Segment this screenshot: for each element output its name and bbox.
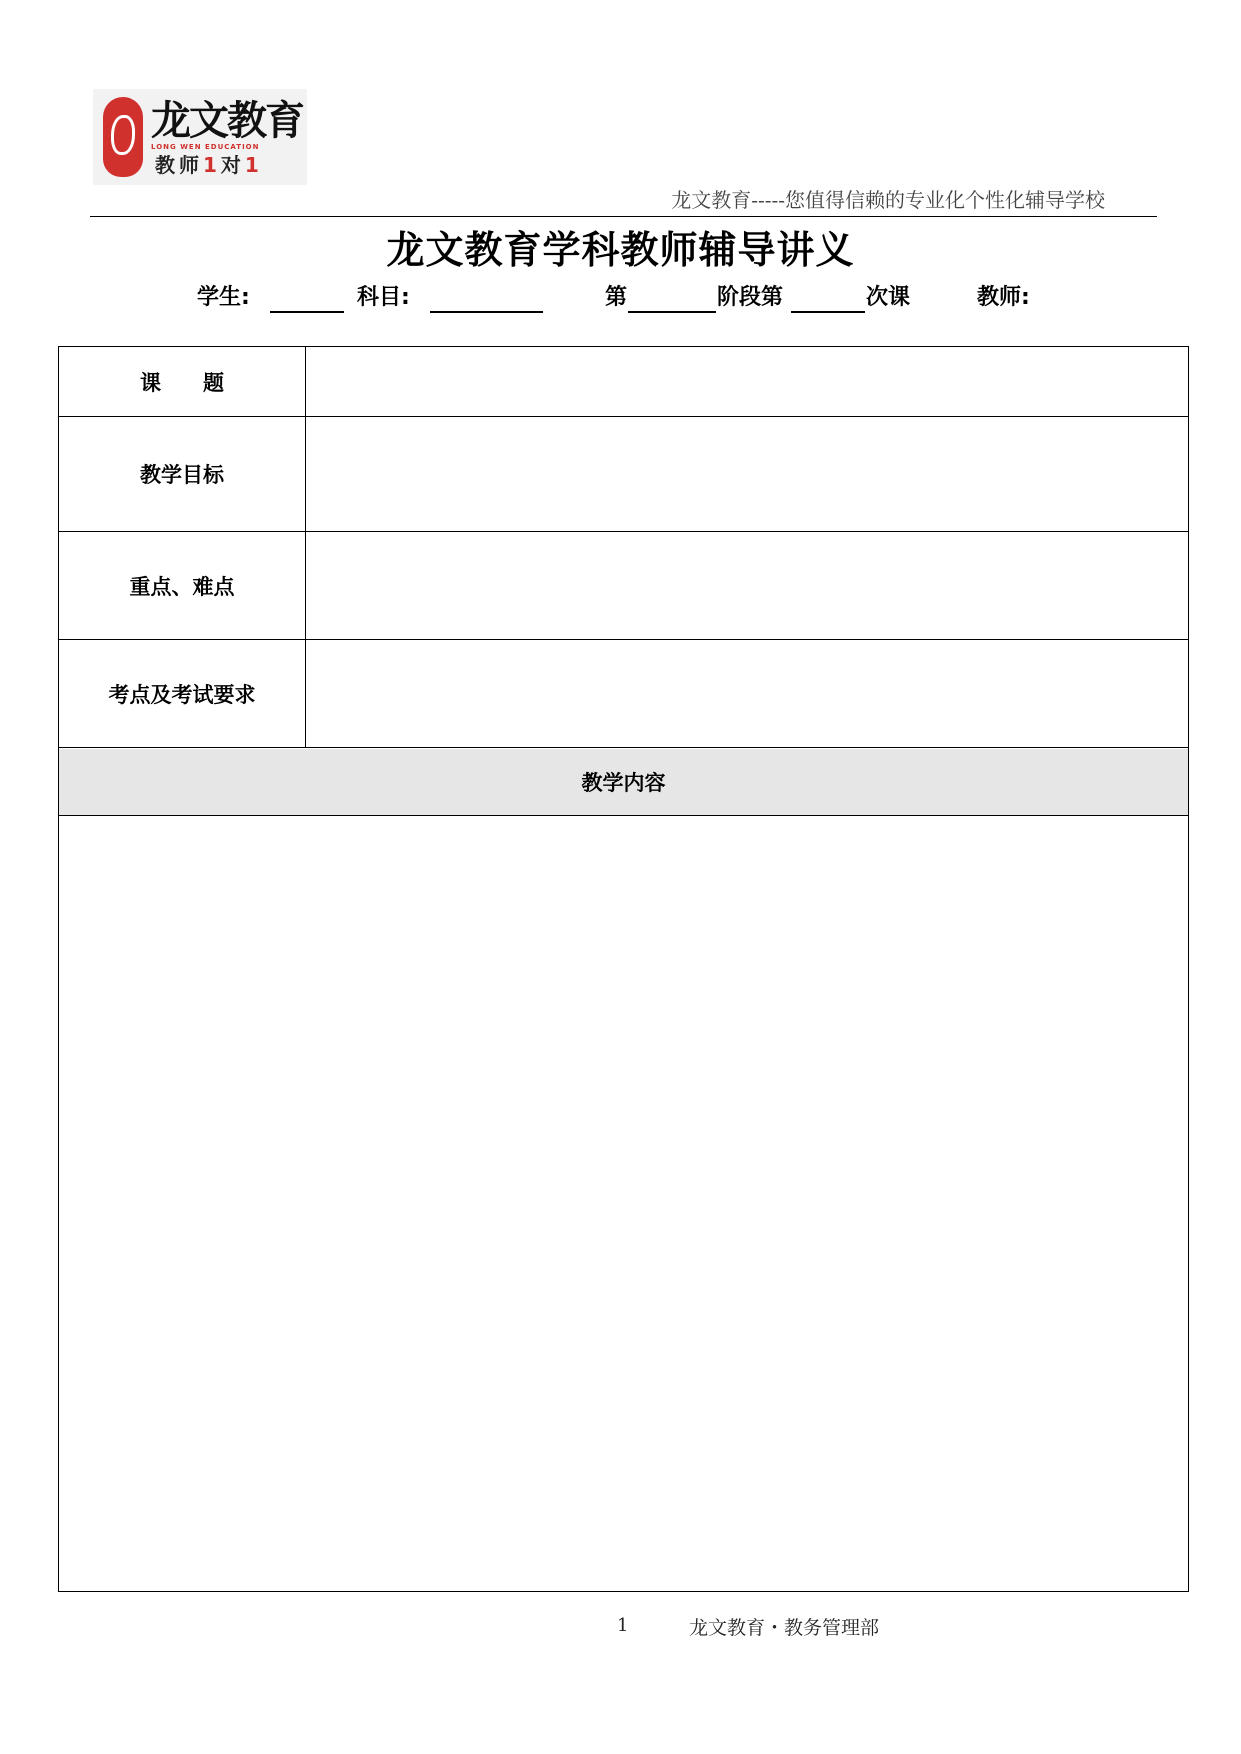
logo-english-text: LONG WEN EDUCATION (151, 143, 260, 151)
row-value-exam-requirements[interactable] (307, 640, 1188, 747)
logo (93, 89, 307, 185)
logo-brand-text: 龙文教育 (151, 98, 303, 144)
logo-tagline-part2: 对 (220, 153, 245, 177)
subject-label: 科目: (357, 285, 410, 310)
logo-tagline (155, 153, 263, 177)
teaching-content-header: 教学内容 (59, 749, 1188, 815)
logo-tagline-one-a: 1 (203, 153, 221, 177)
row-label-key-points: 重点、难点 (129, 574, 235, 599)
page-number: 1 (617, 1615, 629, 1636)
stage-prefix: 第 (605, 285, 628, 310)
stage-mid: 阶段第 (717, 285, 784, 310)
subject-blank[interactable] (430, 311, 543, 313)
student-blank[interactable] (270, 311, 344, 313)
teaching-content-body[interactable] (59, 817, 1188, 1591)
row-label-topic: 课 题 (140, 370, 224, 395)
logo-tagline-part1: 教师 (155, 153, 203, 177)
stage-blank[interactable] (628, 311, 716, 313)
row-label-objectives: 教学目标 (140, 463, 224, 487)
logo-tagline-one-b: 1 (244, 153, 263, 177)
footer-department: 龙文教育・教务管理部 (689, 1617, 880, 1639)
student-label: 学生: (197, 285, 250, 310)
row-label-exam-requirements: 考点及考试要求 (108, 682, 256, 707)
header-divider (90, 216, 1157, 217)
document-title: 龙文教育学科教师辅导讲义 (386, 228, 855, 272)
row-value-topic[interactable] (307, 347, 1188, 416)
column-divider (305, 346, 306, 748)
lesson-suffix: 次课 (866, 285, 911, 310)
row-value-key-points[interactable] (307, 532, 1188, 639)
row-value-objectives[interactable] (307, 417, 1188, 531)
lesson-blank[interactable] (791, 311, 865, 313)
row-divider (58, 815, 1189, 816)
teacher-label: 教师: (977, 285, 1030, 310)
logo-seal-icon (103, 97, 143, 177)
logo-seal-mark-icon (111, 115, 135, 155)
header-slogan: 龙文教育-----您值得信赖的专业化个性化辅导学校 (671, 188, 1105, 212)
row-divider (58, 747, 1189, 748)
